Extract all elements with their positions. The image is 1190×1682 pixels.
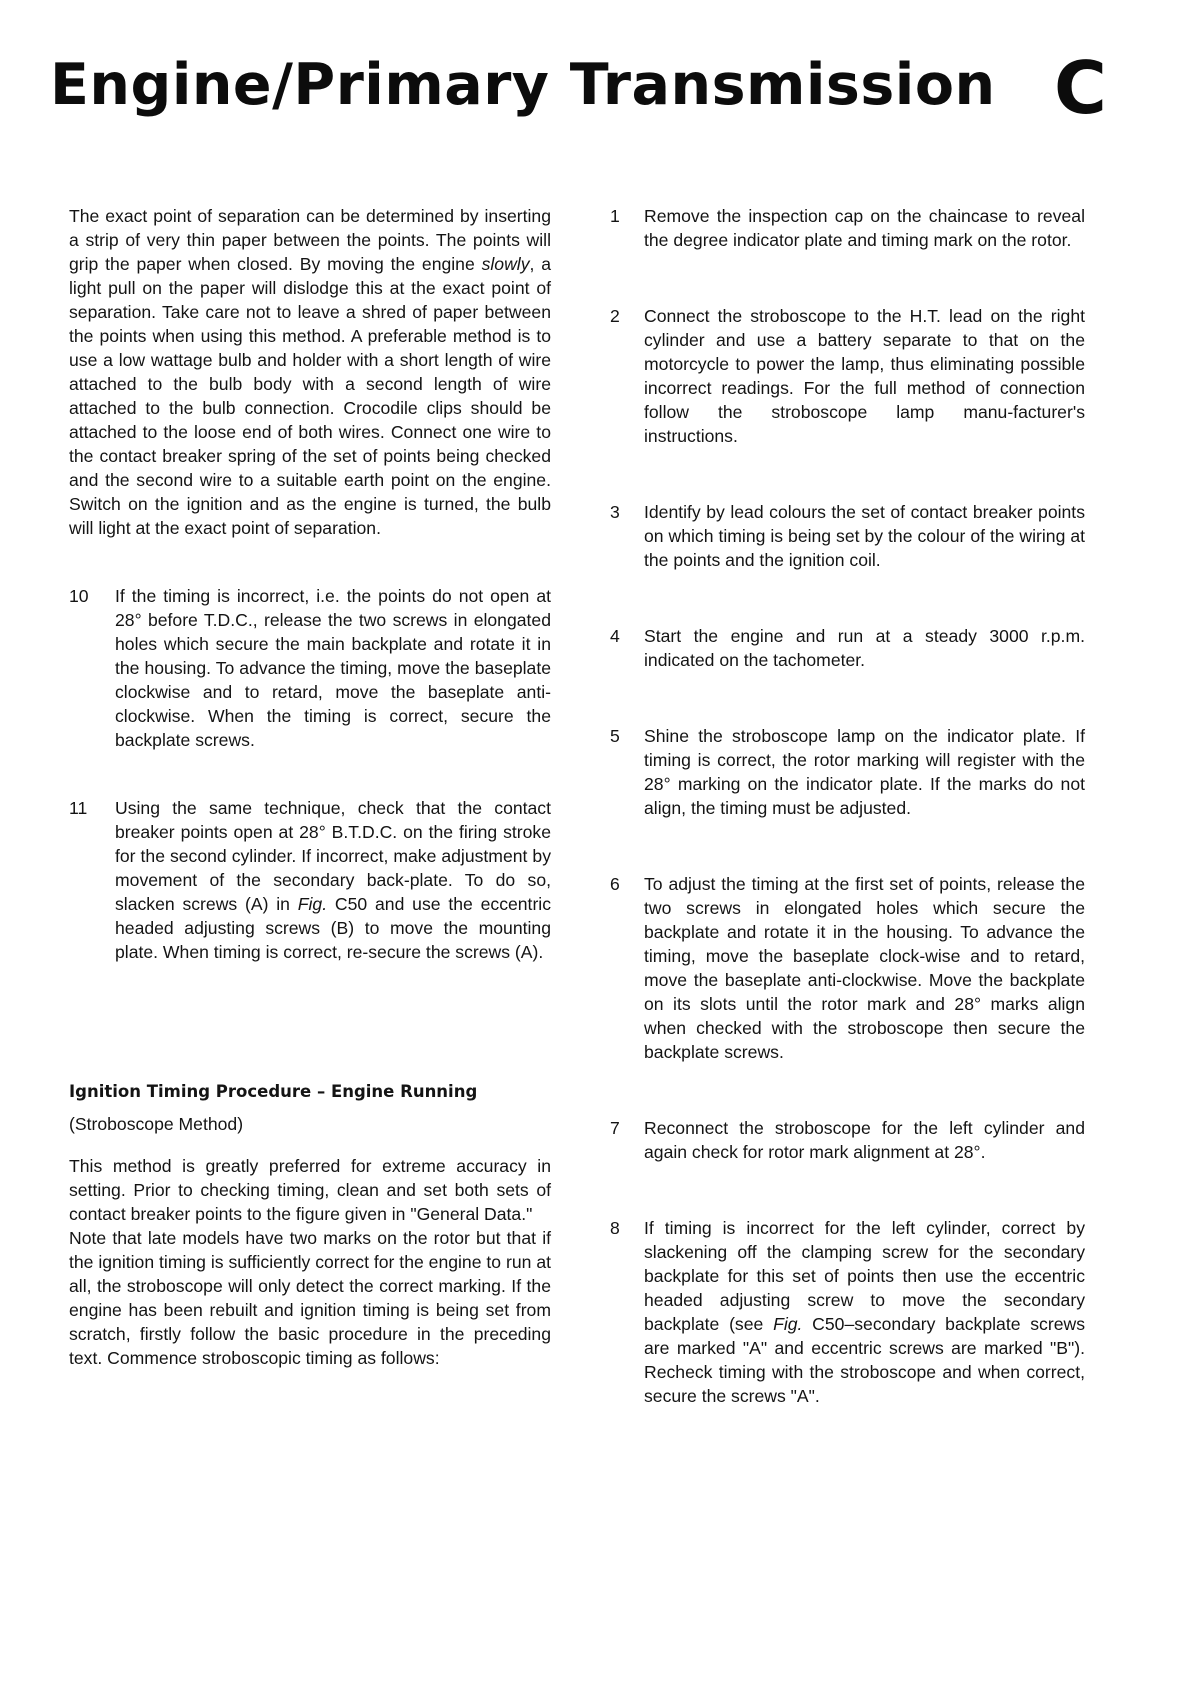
step-number: 2: [610, 306, 620, 326]
step-text: To adjust the timing at the first set of points, release the two screws in elongated holes which secure the backplate and rotate it in the housing. To advance the timing, move the baseplate clock-wise and to retard, move the baseplate anti-clockwise. Move the backplate on its slots until the rotor mark and 28° marks align when checked with the stroboscope then secure the backplate screws.: [644, 874, 1085, 1062]
step-text: Identify by lead colours the set of contact breaker points on which timing is being set by the colour of the wiring at the points and the ignition coil.: [644, 502, 1085, 570]
intro-text-part1: The exact point of separation can be determined by inserting a strip of very thin paper between the points. The points will grip the paper when closed. By moving the engine: [69, 206, 551, 274]
step-number: 5: [610, 726, 620, 746]
step-number: 7: [610, 1118, 620, 1138]
step-text: [644, 1216, 1085, 1408]
step-number: 4: [610, 626, 620, 646]
step-number: 3: [610, 502, 620, 522]
step-7: [610, 1116, 1085, 1164]
step-8: [610, 1216, 1085, 1408]
intro-emphasis: slowly: [481, 254, 530, 274]
right-column: [610, 204, 1085, 1408]
step-4: [610, 624, 1085, 672]
intro-paragraph: [69, 204, 551, 540]
page-title: Engine/Primary Transmission: [50, 52, 996, 118]
step-text: Remove the inspection cap on the chaincase to reveal the degree indicator plate and timing mark on the rotor.: [644, 206, 1085, 250]
step-text-before: If timing is incorrect for the left cylinder, correct by slackening off the clamping screw for the secondary backplate for this set of points then use the eccentric headed adjusting screw to move the secondary backplate (see: [644, 1218, 1085, 1334]
step-1: [610, 204, 1085, 252]
step-text: [115, 796, 551, 964]
step-number: 11: [69, 798, 88, 818]
step-text-after: C50 and use the eccentric headed adjusting screws (B) to move the mounting plate. When timing is correct, re-secure the screws (A).: [115, 894, 552, 962]
step-text: Shine the stroboscope lamp on the indicator plate. If timing is correct, the rotor marking will register with the 28° marking on the indicator plate. If the marks do not align, the timing must be adjusted.: [644, 726, 1085, 818]
section-heading: Ignition Timing Procedure – Engine Running: [69, 1082, 478, 1101]
step-5: [610, 724, 1085, 820]
step-number: 10: [69, 586, 89, 606]
section-letter: C: [1054, 46, 1107, 130]
step-number: 6: [610, 874, 620, 894]
step-3: [610, 500, 1085, 572]
step-number: 8: [610, 1218, 620, 1238]
page-header: [50, 46, 1150, 152]
step-11: [69, 796, 551, 964]
step-6: [610, 872, 1085, 1064]
method-paragraph: This method is greatly preferred for extreme accuracy in setting. Prior to checking timing, clean and set both sets of contact breaker points to the figure given in "General Data.": [69, 1156, 551, 1224]
left-column: [69, 204, 551, 1370]
step-10: [69, 584, 551, 752]
step-text: Connect the stroboscope to the H.T. lead on the right cylinder and use a battery separate to that on the motorcycle to power the lamp, thus eliminating possible incorrect readings. For the full method of connection follow the stroboscope lamp manu-facturer's instructions.: [644, 306, 1085, 446]
fig-reference: Fig.: [773, 1314, 803, 1334]
step-text: Reconnect the stroboscope for the left cylinder and again check for rotor mark alignment at 28°.: [644, 1118, 1085, 1162]
step-text: Start the engine and run at a steady 3000 r.p.m. indicated on the tachometer.: [644, 626, 1085, 670]
step-text: If the timing is incorrect, i.e. the points do not open at 28° before T.D.C., release the two screws in elongated holes which secure the main backplate and rotate it in the housing. To advance the timing, move the baseplate clockwise and to retard, move the baseplate anti-clockwise. When the timing is correct, secure the backplate screws.: [115, 586, 551, 750]
fig-reference: Fig.: [297, 894, 328, 914]
step-text-before: Using the same technique, check that the contact breaker points open at 28° B.T.D.C. on the firing stroke for the second cylinder. If incorrect, make adjustment by movement of the secondary back-plate. To do so, slacken screws (A) in: [115, 798, 551, 914]
intro-text-part2: , a light pull on the paper will dislodge this at the exact point of separation. Take care not to leave a shred of paper between the points when using this method. A preferable method is to use a low wattage bulb and holder with a short length of wire attached to the bulb body with a second length of wire attached to the bulb connection. Crocodile clips should be attached to the loose end of both wires. Connect one wire to the contact breaker spring of the set of points being checked and the second wire to a suitable earth point on the engine. Switch on the ignition and as the engine is turned, the bulb will light at the exact point of separation.: [69, 254, 552, 538]
section-subheading: (Stroboscope Method): [69, 1114, 244, 1134]
note-paragraph: Note that late models have two marks on the rotor but that if the ignition timing is sufficiently correct for the engine to run at all, the stroboscope will only detect the correct marking. If the engine has been rebuilt and ignition timing is being set from scratch, firstly follow the basic procedure in the preceding text. Commence stroboscopic timing as follows:: [69, 1228, 551, 1368]
step-2: [610, 304, 1085, 448]
step-text-after: C50–secondary backplate screws are marked "A" and eccentric screws are marked "B"). Recheck timing with the stroboscope and when correct, secure the screws "A".: [644, 1314, 1085, 1406]
step-number: 1: [610, 206, 620, 226]
